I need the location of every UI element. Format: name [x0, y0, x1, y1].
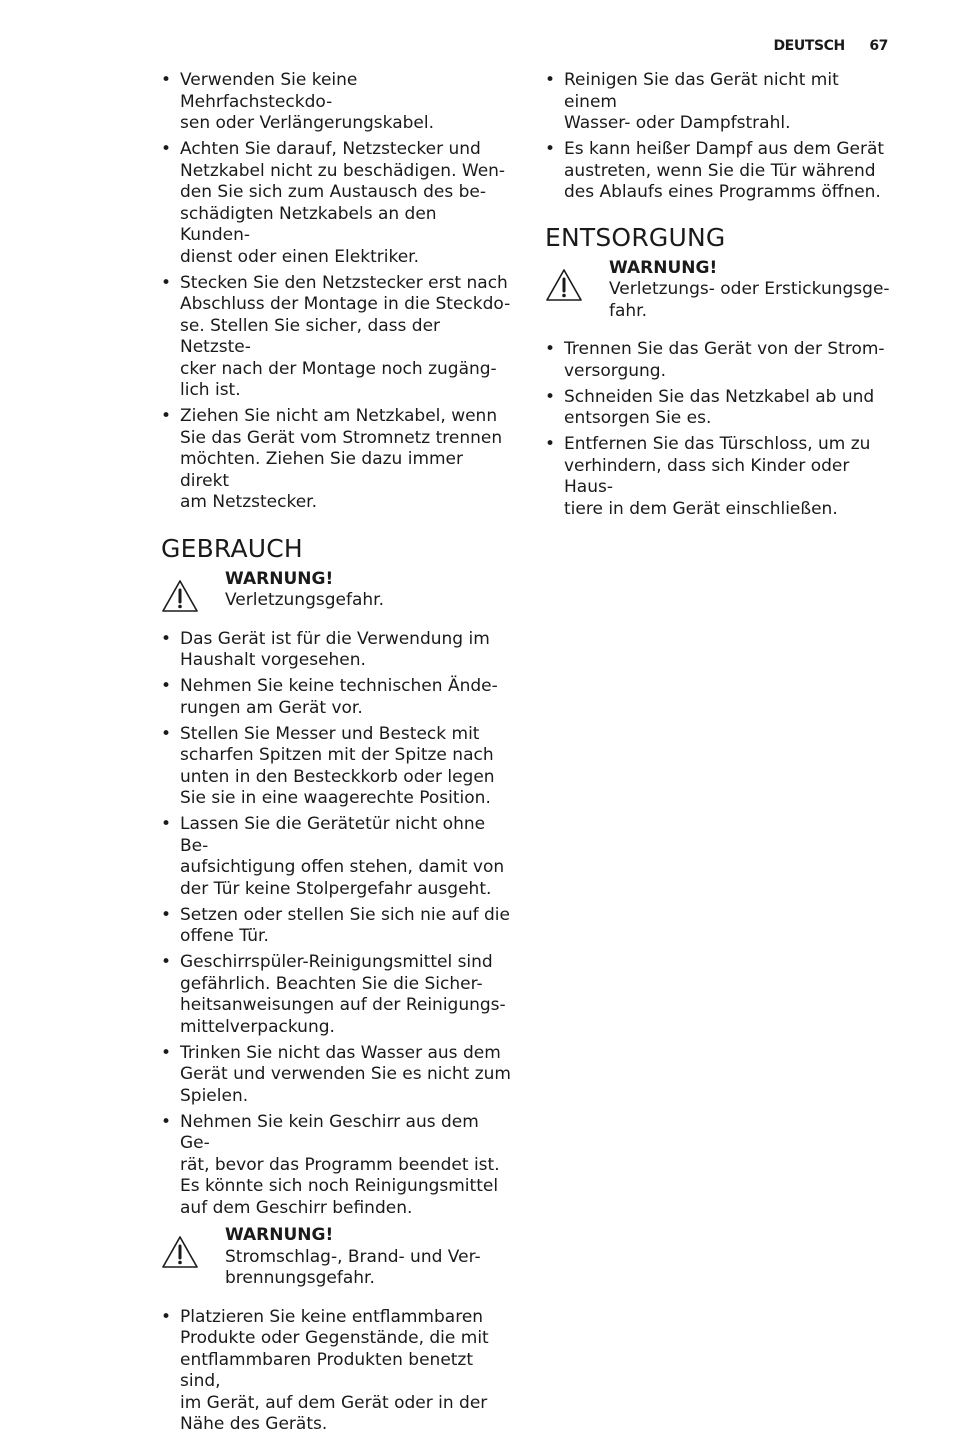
warning-block: [161, 1225, 511, 1290]
list-item: [161, 1307, 511, 1436]
warning-text: Verletzungsgefahr.: [225, 590, 384, 610]
list-item-text: Lassen Sie die Gerätetür nicht ohne Be- aufsichtigung offen stehen, damit von der Tür keine Stolpergefahr ausgeht.: [180, 814, 505, 899]
bullet-list: [161, 629, 511, 1220]
bullet-icon: •: [545, 339, 556, 359]
bullet-icon: •: [545, 434, 556, 454]
list-item: [161, 814, 511, 900]
warning-title: WARNUNG!: [609, 257, 718, 278]
bullet-icon: •: [161, 628, 172, 649]
list-item: [161, 1112, 511, 1220]
warning-triangle-icon: [161, 579, 199, 617]
warning-triangle-icon: [161, 1235, 199, 1273]
list-item: [161, 952, 511, 1038]
list-item-text: Ziehen Sie nicht am Netzkabel, wenn Sie das Gerät vom Stromnetz trennen möchten. Ziehen Sie dazu immer direkt am Netzstecker.: [180, 406, 503, 512]
warning-block: [545, 258, 895, 323]
list-item-text: Es kann heißer Dampf aus dem Gerät austreten, wenn Sie die Tür während des Ablaufs eines Programms öffnen.: [564, 139, 885, 202]
bullet-icon: •: [545, 70, 556, 90]
list-item-text: Stellen Sie Messer und Besteck mit scharfen Spitzen mit der Spitze nach unten in den Besteckkorb oder legen Sie sie in eine waagerechte Position.: [180, 723, 495, 808]
bullet-list: [545, 339, 895, 520]
list-item-text: Stecken Sie den Netzstecker erst nach Abschluss der Montage in die Steckdo- se. Stellen Sie sicher, dass der Netzste- cker nach der Montage noch zugäng- lich ist.: [180, 272, 511, 400]
bullet-icon: •: [161, 139, 172, 159]
list-item-text: Trinken Sie nicht das Wasser aus dem Gerät und verwenden Sie es nicht zum Spielen.: [180, 1042, 511, 1106]
list-item: [161, 724, 511, 810]
right-column: [545, 70, 895, 525]
list-item-text: Entfernen Sie das Türschloss, um zu verhindern, dass sich Kinder oder Haus- tiere in dem Gerät einschließen.: [564, 434, 871, 519]
page-header: [773, 38, 888, 54]
bullet-icon: •: [161, 723, 172, 744]
list-item: [161, 676, 511, 719]
list-item: [161, 1043, 511, 1108]
list-item-text: Geschirrspüler-Reinigungsmittel sind gefährlich. Beachten Sie die Sicher- heitsanweisungen auf der Reinigungs- mittelverpackung.: [180, 952, 506, 1037]
warning-text: Stromschlag-, Brand- und Ver- brennungsgefahr.: [225, 1246, 481, 1288]
warning-block: [161, 569, 511, 612]
warning-title: WARNUNG!: [225, 1225, 334, 1245]
list-item-text: Verwenden Sie keine Mehrfachsteckdo- sen oder Verlängerungskabel.: [180, 70, 434, 133]
bullet-list: [545, 70, 895, 204]
bullet-list: [161, 70, 511, 514]
list-item: [545, 339, 895, 382]
list-item: [161, 139, 511, 268]
bullet-icon: •: [161, 1306, 172, 1327]
list-item: [161, 406, 511, 514]
bullet-icon: •: [161, 952, 172, 972]
list-item-text: Das Gerät ist für die Verwendung im Haushalt vorgesehen.: [180, 628, 490, 670]
bullet-icon: •: [161, 1111, 172, 1132]
bullet-icon: •: [545, 386, 556, 407]
bullet-icon: •: [161, 272, 172, 293]
bullet-icon: •: [161, 70, 172, 90]
list-item: [545, 434, 895, 520]
list-item-text: Nehmen Sie kein Geschirr aus dem Ge- rät, bevor das Programm beendet ist. Es könnte sich noch Reinigungsmittel auf dem Geschirr befinden.: [180, 1111, 500, 1218]
left-column: [161, 70, 511, 1440]
bullet-list: [161, 1307, 511, 1436]
section-heading-gebrauch: GEBRAUCH: [161, 533, 303, 563]
section-heading-entsorgung: ENTSORGUNG: [545, 222, 726, 252]
bullet-icon: •: [161, 1042, 172, 1063]
bullet-icon: •: [161, 814, 172, 834]
warning-title: WARNUNG!: [225, 568, 334, 589]
list-item: [161, 629, 511, 672]
list-item-text: Reinigen Sie das Gerät nicht mit einem Wasser- oder Dampfstrahl.: [564, 70, 839, 133]
bullet-icon: •: [545, 139, 556, 159]
warning-text: Verletzungs- oder Erstickungsge- fahr.: [609, 279, 890, 321]
list-item-text: Nehmen Sie keine technischen Ände- rungen am Gerät vor.: [180, 676, 498, 718]
list-item: [545, 70, 895, 135]
list-item-text: Platzieren Sie keine entflammbaren Produkte oder Gegenstände, die mit entflammbaren Produkten benetzt sind, im Gerät, auf dem Gerät oder in der Nähe des Geräts.: [180, 1306, 489, 1434]
language-label: DEUTSCH: [773, 38, 845, 54]
list-item: [161, 273, 511, 402]
list-item: [545, 387, 895, 430]
list-item-text: Trennen Sie das Gerät von der Strom- versorgung.: [564, 339, 885, 381]
bullet-icon: •: [161, 406, 172, 426]
list-item-text: Schneiden Sie das Netzkabel ab und entsorgen Sie es.: [564, 386, 875, 428]
bullet-icon: •: [161, 904, 172, 925]
bullet-icon: •: [161, 676, 172, 696]
list-item: [161, 70, 511, 135]
list-item-text: Achten Sie darauf, Netzstecker und Netzkabel nicht zu beschädigen. Wen- den Sie sich zum Austausch des be- schädigten Netzkabels an den Kunden- dienst oder einen Elektriker.: [180, 139, 506, 267]
list-item: [545, 139, 895, 204]
list-item-text: Setzen oder stellen Sie sich nie auf die offene Tür.: [180, 904, 510, 946]
warning-triangle-icon: [545, 268, 583, 306]
list-item: [161, 905, 511, 948]
page-number: 67: [869, 38, 888, 54]
